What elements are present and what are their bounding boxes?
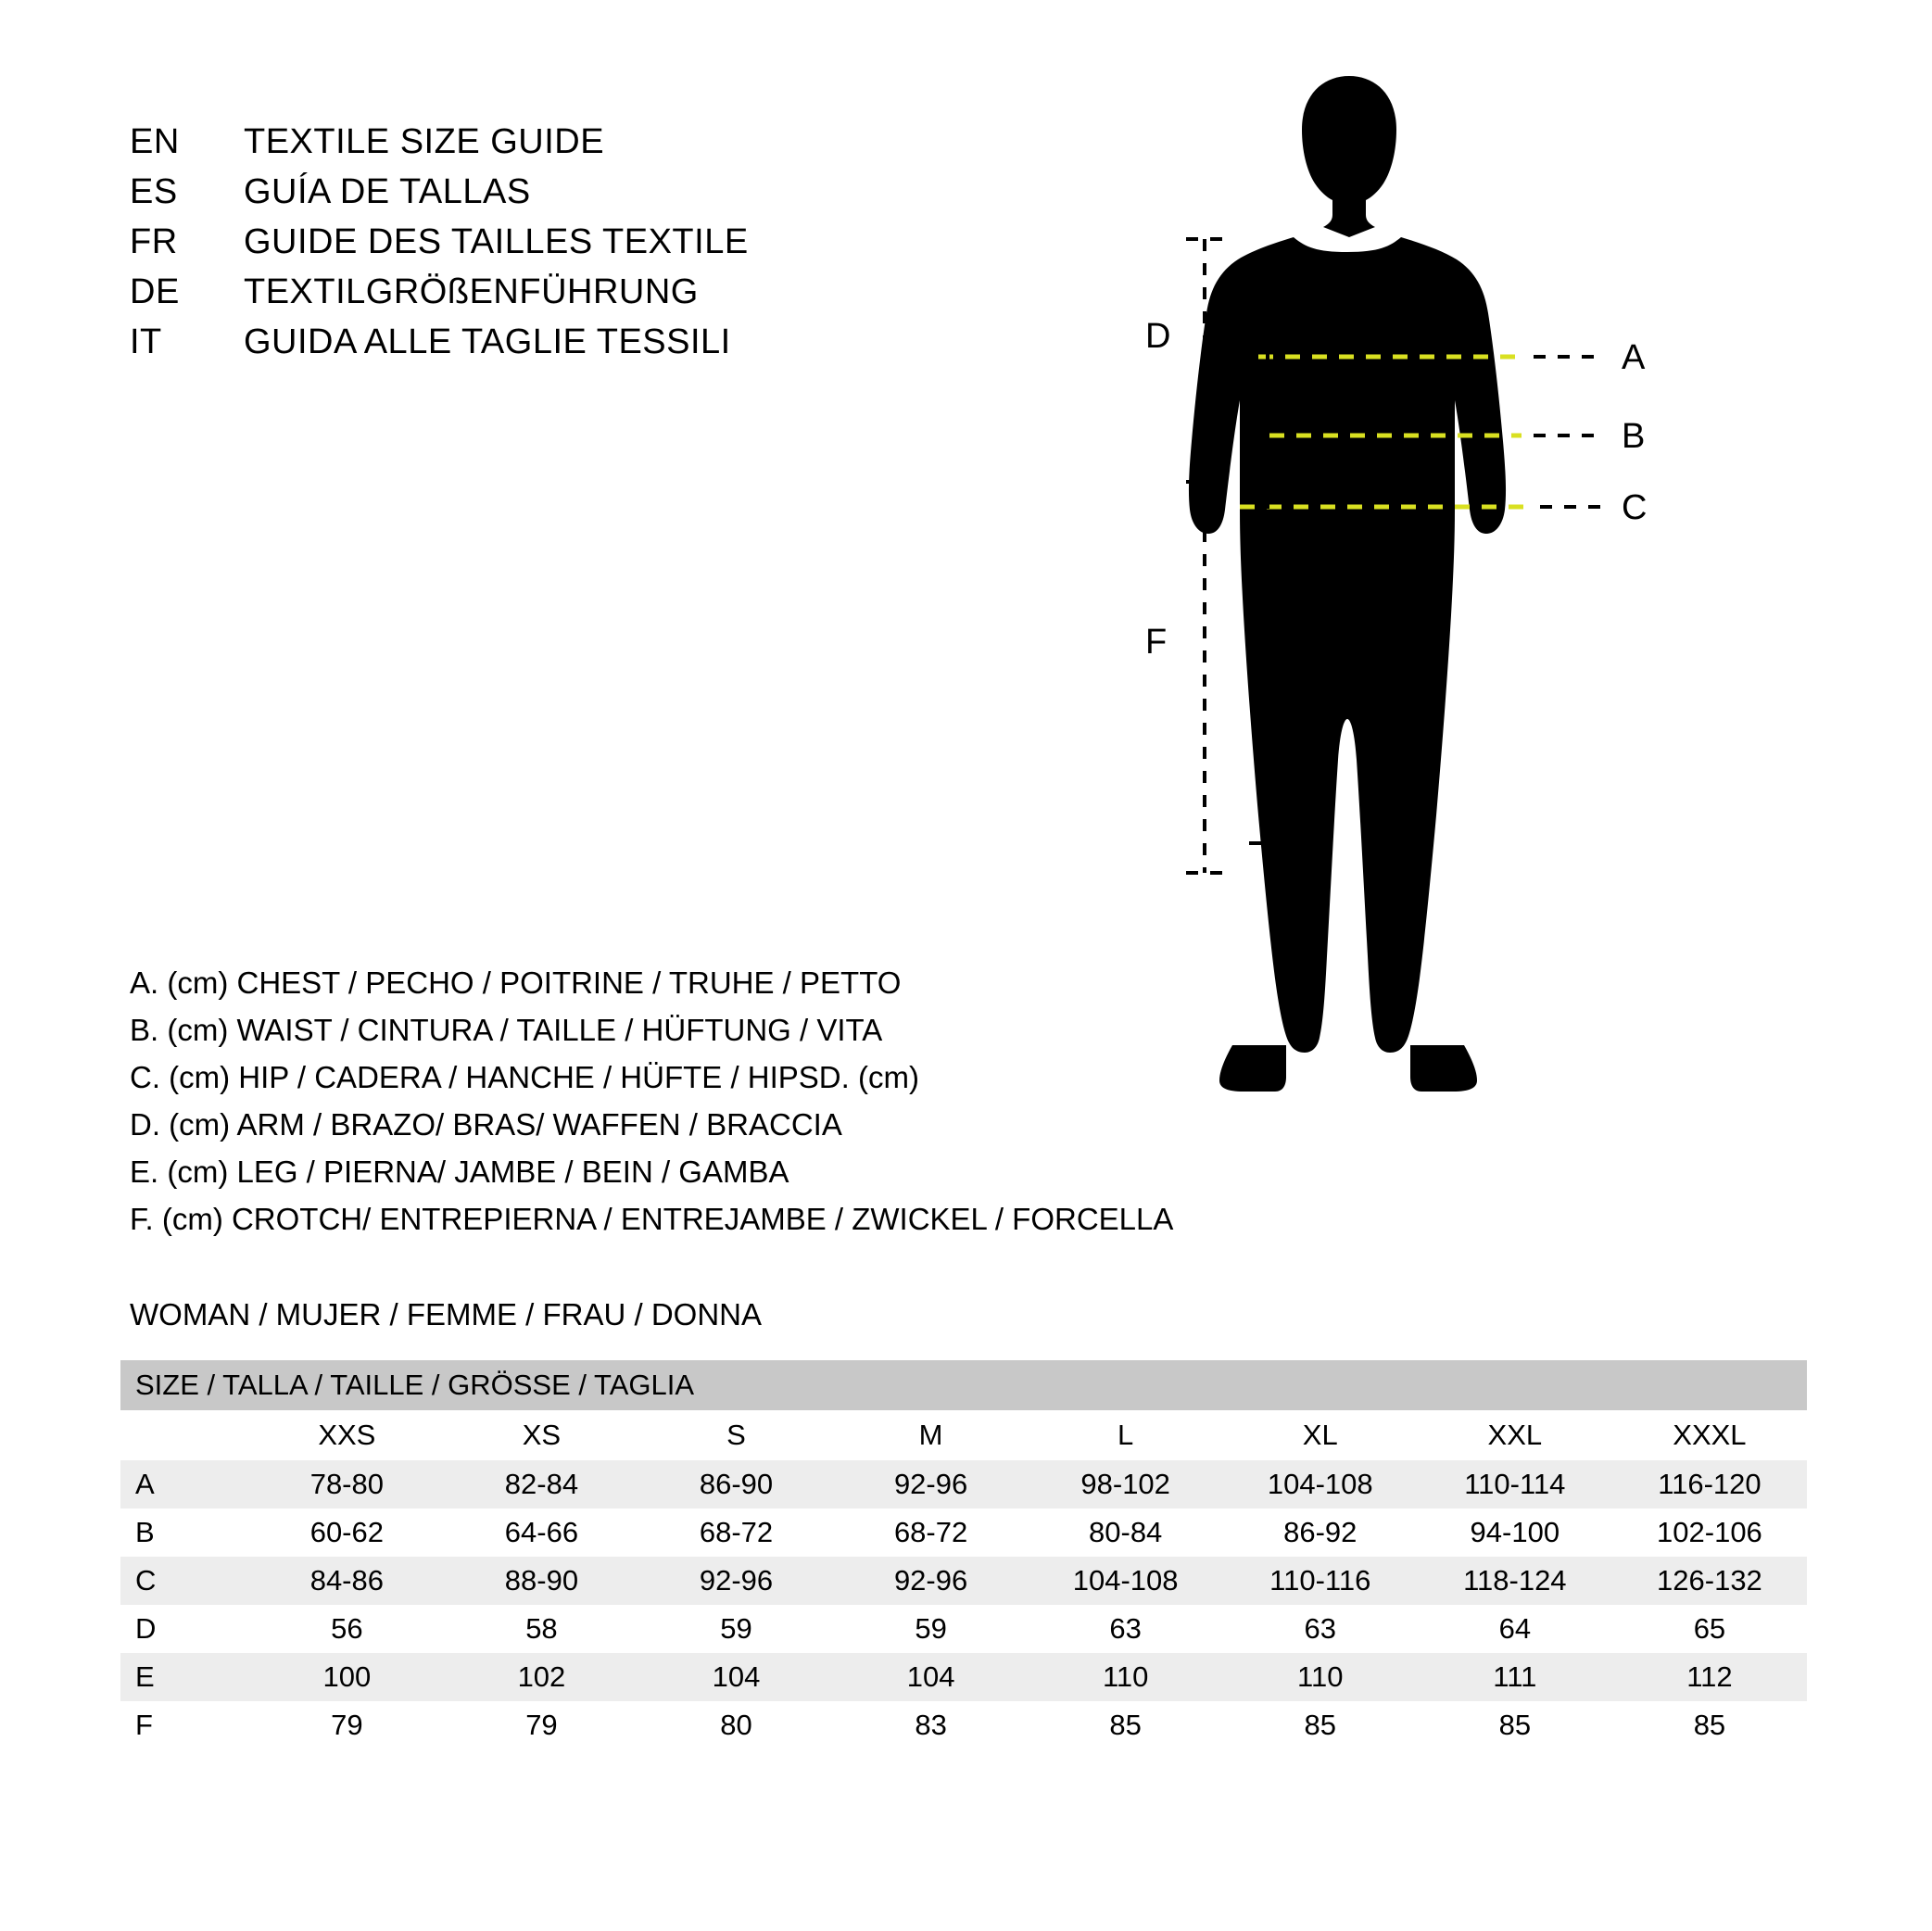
row-label: E xyxy=(120,1653,249,1701)
column-header: XXXL xyxy=(1612,1410,1807,1460)
table-cell: 64 xyxy=(1418,1605,1612,1653)
table-cell: 79 xyxy=(444,1701,638,1749)
legend-item-b: B. (cm) WAIST / CINTURA / TAILLE / HÜFTUNG / VITA xyxy=(130,1013,883,1047)
table-cell: 63 xyxy=(1029,1605,1223,1653)
table-row xyxy=(120,1557,1807,1605)
table-cell: 110 xyxy=(1029,1653,1223,1701)
language-row xyxy=(130,122,964,172)
column-header: XXS xyxy=(249,1410,444,1460)
table-cell: 85 xyxy=(1223,1701,1418,1749)
table-cell: 92-96 xyxy=(834,1460,1029,1508)
table-cell: 110 xyxy=(1223,1653,1418,1701)
table-cell: 86-92 xyxy=(1223,1508,1418,1557)
table-cell: 110-116 xyxy=(1223,1557,1418,1605)
table-cell: 110-114 xyxy=(1418,1460,1612,1508)
column-header: XS xyxy=(444,1410,638,1460)
table-row xyxy=(120,1508,1807,1557)
table-cell: 92-96 xyxy=(834,1557,1029,1605)
table-cell: 112 xyxy=(1612,1653,1807,1701)
table-cell: 102 xyxy=(444,1653,638,1701)
table-cell: 59 xyxy=(834,1605,1029,1653)
table-cell: 84-86 xyxy=(249,1557,444,1605)
column-header: L xyxy=(1029,1410,1223,1460)
language-title: GUIDA ALLE TAGLIE TESSILI xyxy=(244,322,731,361)
measurement-legend xyxy=(130,959,1223,1243)
table-cell: 60-62 xyxy=(249,1508,444,1557)
row-label: D xyxy=(120,1605,249,1653)
table-cell: 59 xyxy=(638,1605,833,1653)
column-header: XL xyxy=(1223,1410,1418,1460)
table-cell: 100 xyxy=(249,1653,444,1701)
table-cell: 94-100 xyxy=(1418,1508,1612,1557)
legend-item-e: E. (cm) LEG / PIERNA/ JAMBE / BEIN / GAMBA xyxy=(130,1155,789,1189)
table-cell: 85 xyxy=(1418,1701,1612,1749)
table-cell: 68-72 xyxy=(834,1508,1029,1557)
legend-item-d: D. (cm) ARM / BRAZO/ BRAS/ WAFFEN / BRACCIA xyxy=(130,1107,842,1142)
table-cell: 98-102 xyxy=(1029,1460,1223,1508)
language-code: DE xyxy=(130,272,180,311)
woman-silhouette-icon xyxy=(1158,76,1506,1092)
size-table xyxy=(120,1360,1807,1749)
table-cell: 56 xyxy=(249,1605,444,1653)
table-cell: 86-90 xyxy=(638,1460,833,1508)
table-cell: 104-108 xyxy=(1223,1460,1418,1508)
label-f: F xyxy=(1145,623,1168,662)
table-cell: 126-132 xyxy=(1612,1557,1807,1605)
column-header: M xyxy=(834,1410,1029,1460)
table-column-row xyxy=(120,1410,1807,1460)
table-cell: 80-84 xyxy=(1029,1508,1223,1557)
table-cell: 92-96 xyxy=(638,1557,833,1605)
label-d: D xyxy=(1145,317,1171,356)
table-header-label: SIZE / TALLA / TAILLE / GRÖSSE / TAGLIA xyxy=(120,1360,1807,1410)
column-header: XXL xyxy=(1418,1410,1612,1460)
table-cell: 85 xyxy=(1612,1701,1807,1749)
table-cell: 116-120 xyxy=(1612,1460,1807,1508)
language-title: TEXTILGRÖßENFÜHRUNG xyxy=(244,272,699,311)
table-cell: 118-124 xyxy=(1418,1557,1612,1605)
table-cell: 111 xyxy=(1418,1653,1612,1701)
language-row xyxy=(130,322,964,372)
table-cell: 80 xyxy=(638,1701,833,1749)
table-row xyxy=(120,1605,1807,1653)
table-cell: 63 xyxy=(1223,1605,1418,1653)
table-cell: 102-106 xyxy=(1612,1508,1807,1557)
legend-item-c: C. (cm) HIP / CADERA / HANCHE / HÜFTE / HIPSD. (cm) xyxy=(130,1060,919,1094)
table-cell: 79 xyxy=(249,1701,444,1749)
language-title: TEXTILE SIZE GUIDE xyxy=(244,122,605,161)
table-row xyxy=(120,1653,1807,1701)
corner-cell xyxy=(120,1410,249,1460)
legend-item-f: F. (cm) CROTCH/ ENTREPIERNA / ENTREJAMBE / ZWICKEL / FORCELLA xyxy=(130,1202,1174,1236)
gender-caption: WOMAN / MUJER / FEMME / FRAU / DONNA xyxy=(130,1297,762,1332)
table-cell: 65 xyxy=(1612,1605,1807,1653)
table-row xyxy=(120,1460,1807,1508)
language-code: ES xyxy=(130,172,178,211)
table-row xyxy=(120,1701,1807,1749)
language-row xyxy=(130,272,964,322)
language-title: GUIDE DES TAILLES TEXTILE xyxy=(244,222,749,261)
column-header: S xyxy=(638,1410,833,1460)
table-cell: 104 xyxy=(638,1653,833,1701)
language-title: GUÍA DE TALLAS xyxy=(244,172,531,211)
row-label: C xyxy=(120,1557,249,1605)
language-code: IT xyxy=(130,322,162,361)
language-code: FR xyxy=(130,222,178,261)
table-cell: 82-84 xyxy=(444,1460,638,1508)
language-row xyxy=(130,222,964,272)
language-title-block xyxy=(130,122,964,372)
language-code: EN xyxy=(130,122,180,161)
label-b: B xyxy=(1622,417,1646,456)
label-a: A xyxy=(1622,338,1646,377)
label-e: E xyxy=(1244,581,1268,620)
body-measurement-diagram xyxy=(1140,74,1872,1223)
table-cell: 88-90 xyxy=(444,1557,638,1605)
row-label: B xyxy=(120,1508,249,1557)
table-cell: 104-108 xyxy=(1029,1557,1223,1605)
row-label: F xyxy=(120,1701,249,1749)
row-label: A xyxy=(120,1460,249,1508)
table-header-row xyxy=(120,1360,1807,1410)
table-cell: 58 xyxy=(444,1605,638,1653)
table-cell: 104 xyxy=(834,1653,1029,1701)
table-cell: 83 xyxy=(834,1701,1029,1749)
table-cell: 78-80 xyxy=(249,1460,444,1508)
table-cell: 68-72 xyxy=(638,1508,833,1557)
legend-item-a: A. (cm) CHEST / PECHO / POITRINE / TRUHE / PETTO xyxy=(130,966,902,1000)
language-row xyxy=(130,172,964,222)
crotch-measure-bracket xyxy=(1186,482,1223,873)
label-c: C xyxy=(1622,488,1648,527)
table-cell: 85 xyxy=(1029,1701,1223,1749)
table-cell: 64-66 xyxy=(444,1508,638,1557)
